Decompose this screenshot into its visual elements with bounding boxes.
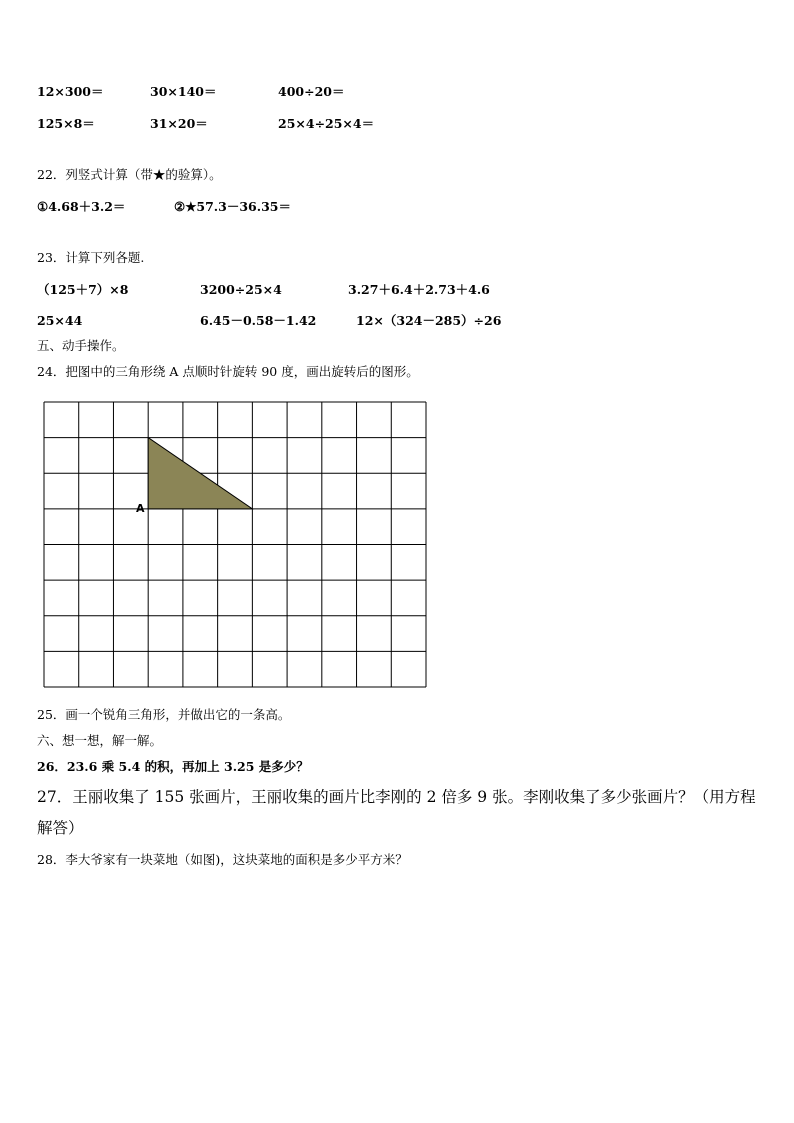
- q23-item-5: 6.45－0.58－1.42: [200, 313, 317, 328]
- q22-item-1: ①4.68＋3.2＝: [37, 199, 126, 214]
- section-5-title: 五、动手操作。: [37, 338, 125, 353]
- q22-title: 22．列竖式计算（带★的验算）。: [37, 167, 222, 182]
- grid-lines: [44, 402, 426, 687]
- oral-calc-4: 125×8＝: [37, 116, 95, 131]
- q23-title: 23．计算下列各题.: [37, 250, 145, 265]
- rotation-grid-figure: [43, 401, 427, 688]
- section-6-title: 六、想一想，解一解。: [37, 733, 163, 748]
- q26-title: 26．23.6 乘 5.4 的积，再加上 3.25 是多少？: [37, 759, 309, 774]
- oral-calc-2: 30×140＝: [150, 84, 217, 99]
- q27-line-1: 27．王丽收集了 155 张画片，王丽收集的画片比李刚的 2 倍多 9 张。李刚收集了多少张画片？（用方程: [37, 788, 756, 806]
- q23-item-6: 12×（324－285）÷26: [356, 313, 502, 328]
- q23-item-3: 3.27＋6.4＋2.73＋4.6: [348, 282, 490, 297]
- point-a-label: A: [136, 502, 145, 515]
- q27-line-2: 解答）: [37, 819, 84, 837]
- q23-item-1: （125＋7）×8: [37, 282, 129, 297]
- oral-calc-3: 400÷20＝: [278, 84, 345, 99]
- q28-title: 28．李大爷家有一块菜地（如图)，这块菜地的面积是多少平方米？: [37, 852, 408, 867]
- q25-title: 25．画一个锐角三角形，并做出它的一条高。: [37, 707, 291, 722]
- oral-calc-5: 31×20＝: [150, 116, 208, 131]
- q23-item-2: 3200÷25×4: [200, 282, 282, 297]
- oral-calc-6: 25×4÷25×4＝: [278, 116, 375, 131]
- q22-item-2: ②★57.3－36.35＝: [174, 199, 291, 214]
- q23-item-4: 25×44: [37, 313, 83, 328]
- oral-calc-1: 12×300＝: [37, 84, 104, 99]
- q24-title: 24．把图中的三角形绕 A 点顺时针旋转 90 度，画出旋转后的图形。: [37, 364, 419, 379]
